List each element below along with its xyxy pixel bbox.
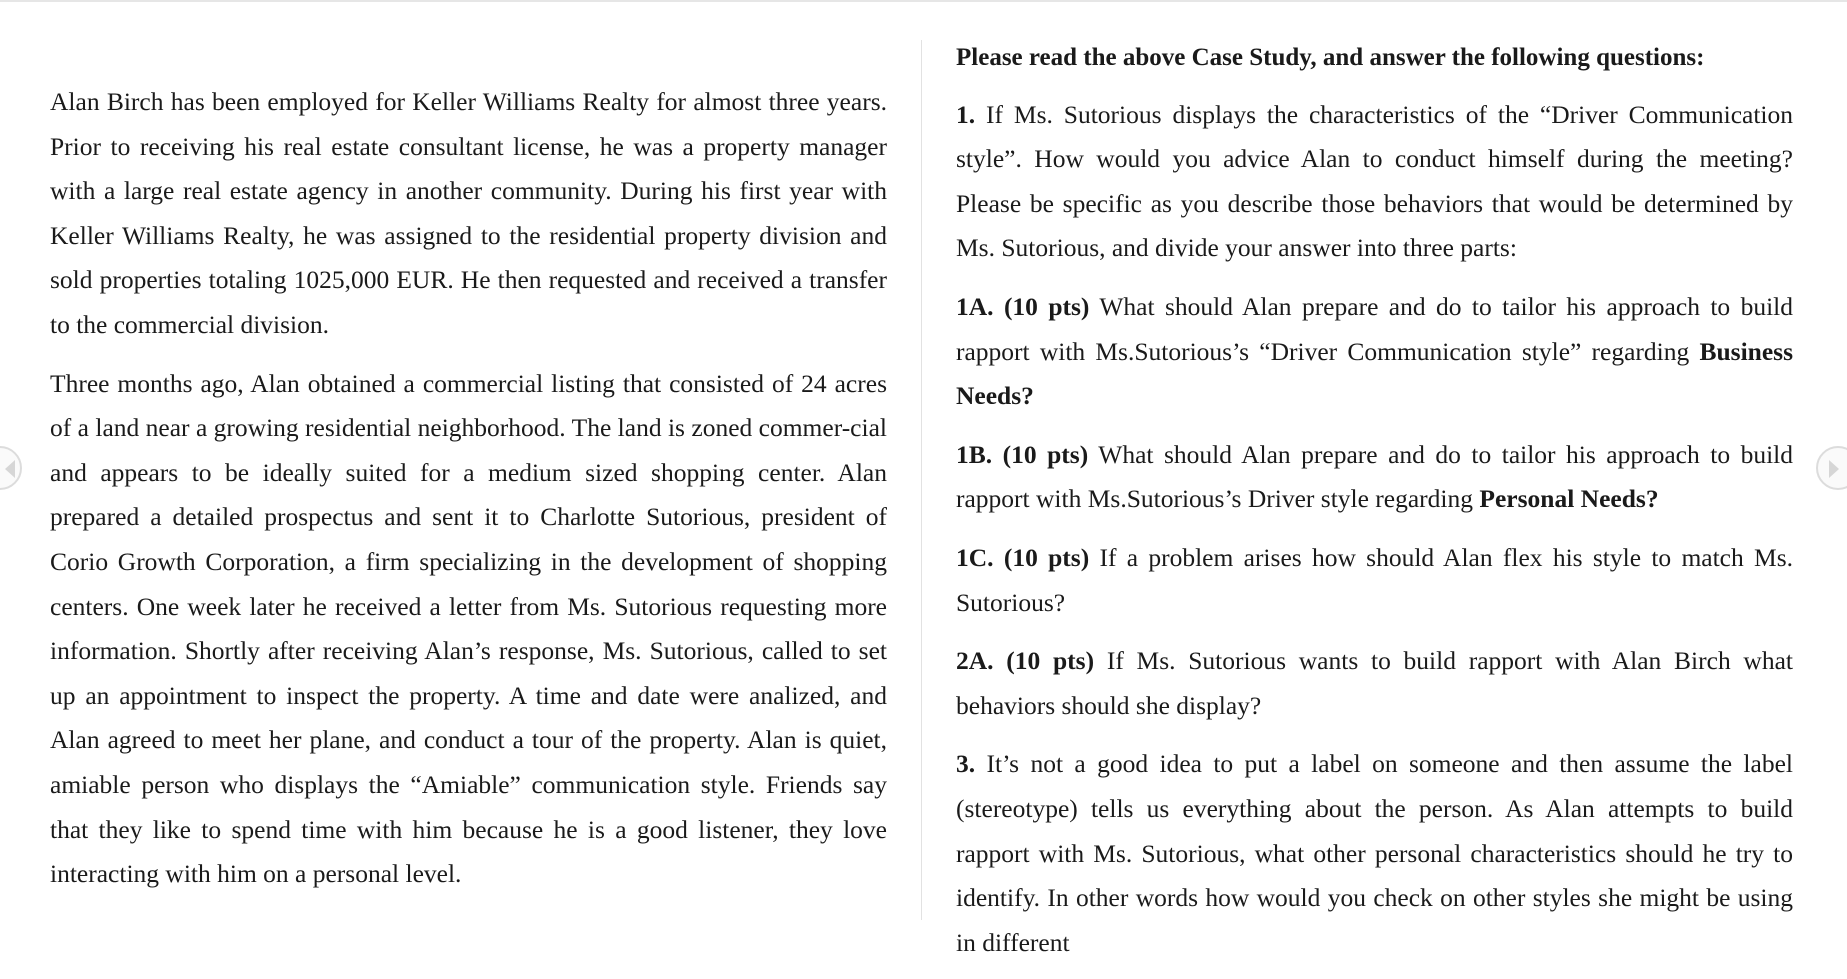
question-1: [956, 93, 1793, 271]
question-1-label: 1.: [956, 99, 976, 129]
question-1b: [956, 433, 1793, 522]
previous-page-button[interactable]: [0, 446, 22, 490]
question-1b-emphasis: Personal Needs?: [1479, 484, 1659, 514]
question-1a-label: 1A. (10 pts): [956, 291, 1090, 321]
case-paragraph-2: Three months ago, Alan obtained a commercial listing that consisted of 24 acres of a land near a growing residential neighborhood. The land is zoned commer-cial and appears to be ideally suited for a medium sized shopping center. Alan prepared a detailed prospectus and sent it to Charlotte Sutorious, president of Corio Growth Corporation, a firm specializing in the development of shopping centers. One week later he received a letter from Ms. Sutorious requesting more information. Shortly after receiving Alan’s response, Ms. Sutorious, called to set up an appointment to inspect the property. A time and date were analized, and Alan agreed to meet her plane, and conduct a tour of the property. Alan is quiet, amiable person who displays the “Amiable” communication style. Friends say that they like to spend time with him because he is a good listener, they love interacting with him on a personal level.: [50, 368, 887, 889]
column-divider: [921, 40, 922, 920]
question-3-label: 3.: [956, 749, 976, 779]
chevron-right-icon: [1828, 459, 1840, 479]
questions-column: [956, 36, 1793, 979]
question-1c-label: 1C. (10 pts): [956, 542, 1090, 572]
top-border: [0, 0, 1847, 2]
questions-heading: Please read the above Case Study, and answer the following questions:: [956, 44, 1705, 71]
question-1b-text: What should Alan prepare and do to tailor his approach to build rapport with Ms.Sutorious’s Driver style regarding: [956, 439, 1793, 514]
question-2a-label: 2A. (10 pts): [956, 646, 1095, 676]
question-3-text: It’s not a good idea to put a label on someone and then assume the label (stereotype) tells us everything about the person. As Alan attempts to build rapport with Ms. Sutorious, what other personal characteristics should he try to identify. In other words how would you check on other styles she might be using in different: [956, 749, 1793, 957]
question-2a-text: If Ms. Sutorious wants to build rapport with Alan Birch what behaviors should she display?: [956, 646, 1793, 720]
question-1c: [956, 536, 1793, 625]
question-3: [956, 742, 1793, 965]
chevron-left-icon: [4, 459, 16, 479]
next-page-button[interactable]: [1816, 446, 1847, 490]
case-study-column: [50, 80, 887, 911]
question-1a-emphasis: Business Needs?: [956, 336, 1793, 411]
question-1-text: If Ms. Sutorious displays the characteristics of the “Driver Communication style”. How would you advice Alan to conduct himself during the meeting? Please be specific as you describe those behaviors that would be determined by Ms. Sutorious, and divide your answer into three parts:: [956, 99, 1793, 263]
question-1a: [956, 285, 1793, 419]
question-2a: [956, 639, 1793, 728]
question-1a-text: What should Alan prepare and do to tailor his approach to build rapport with Ms.Sutorious’s “Driver Communication style” regarding: [956, 291, 1793, 366]
case-paragraph-1: Alan Birch has been employed for Keller Williams Realty for almost three years. Prior to receiving his real estate consultant license, he was a property manager with a large real estate agency in another community. During his first year with Keller Williams Realty, he was assigned to the residential property division and sold properties totaling 1025,000 EUR. He then requested and received a transfer to the commercial division.: [50, 87, 887, 339]
question-1c-text: If a problem arises how should Alan flex his style to match Ms. Sutorious?: [956, 542, 1794, 617]
question-1b-label: 1B. (10 pts): [956, 439, 1089, 469]
